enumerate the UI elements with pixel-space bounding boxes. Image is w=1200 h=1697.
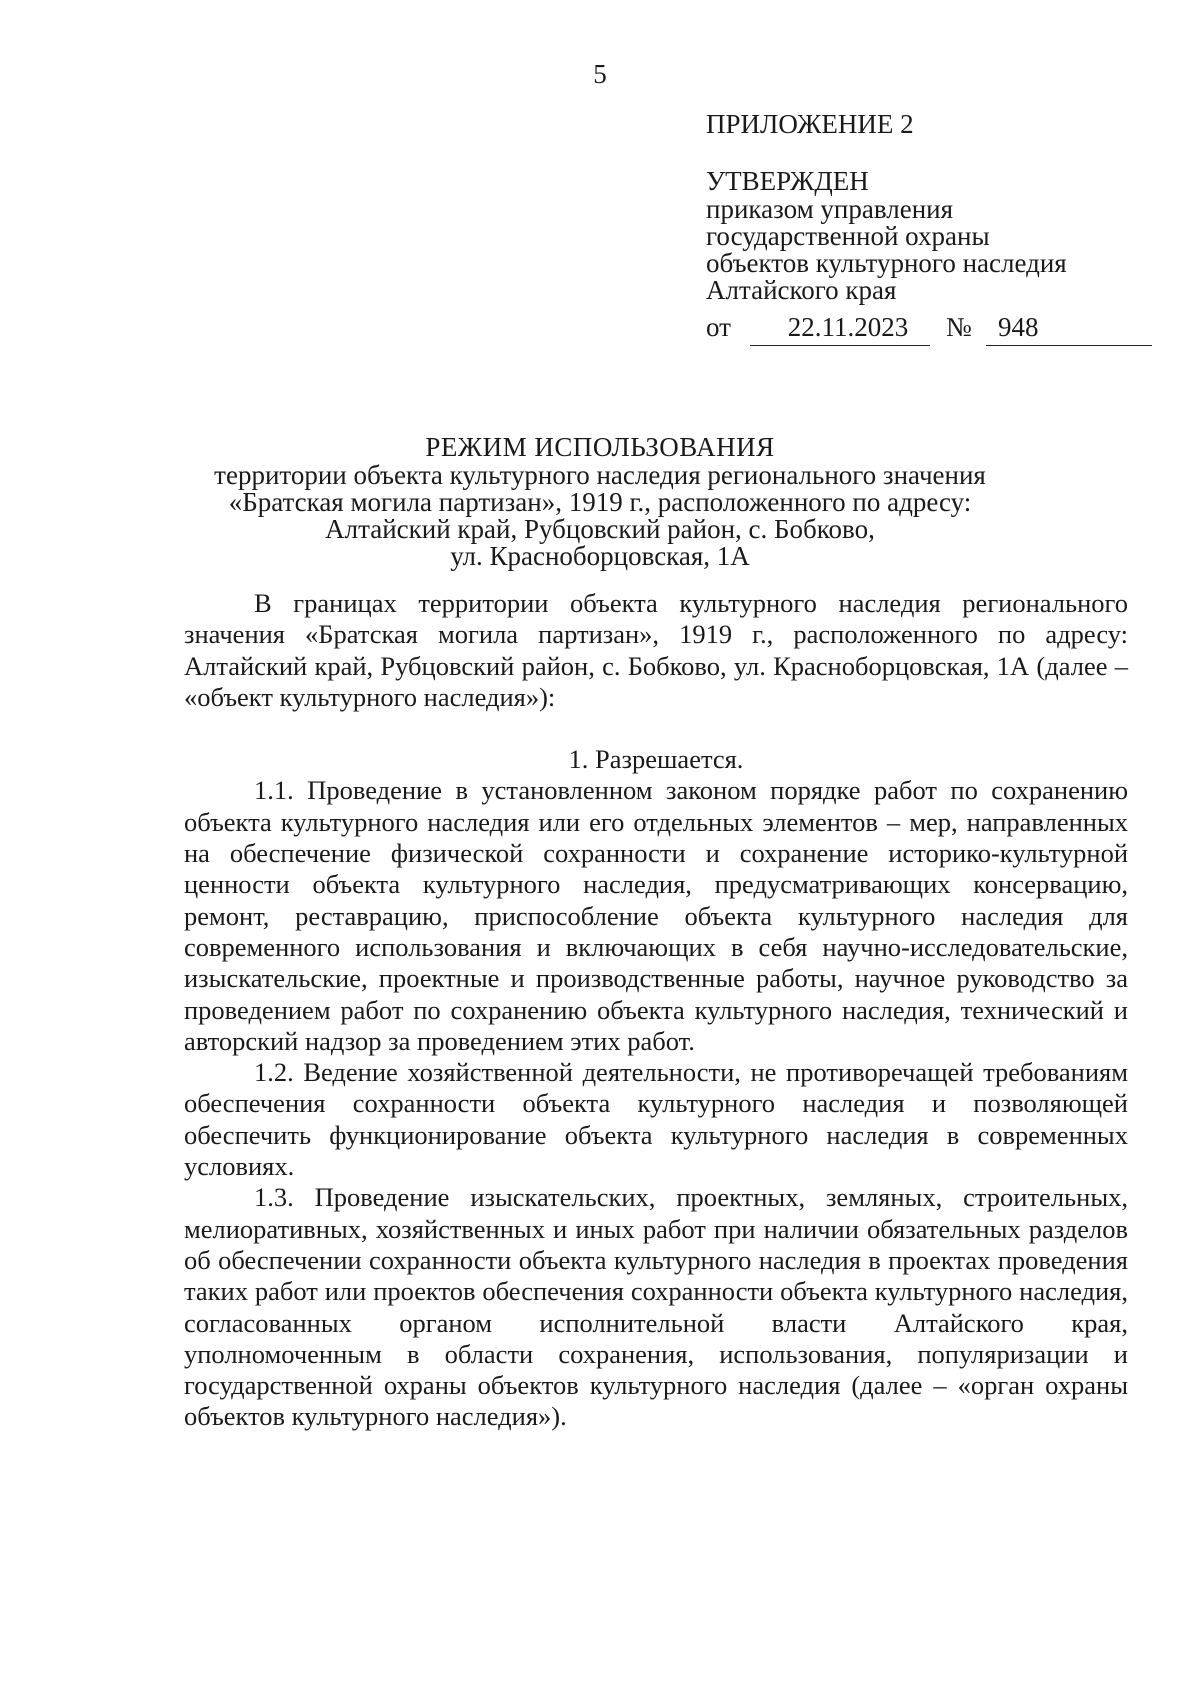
order-number: 948	[998, 312, 1039, 342]
order-from-label: от	[706, 312, 731, 342]
approval-line: Алтайского края	[706, 275, 897, 305]
title-line: Алтайский край, Рубцовский район, с. Бобково,	[325, 514, 875, 544]
clause-paragraph: 1.1. Проведение в установленном законом порядке работ по сохранению объекта культурного наследия или его отдельных элементов – мер, направленных на обеспечение физической сохранности и сохранение историко-культурной ценности объекта культурного наследия, предусматривающих консервацию, ремонт, реставрацию, приспособление объекта культурного наследия для современного использования и включающих в себя научно-исследовательские, изыскательские, проектные и производственные работы, научное руководство за проведением работ по сохранению объекта культурного наследия, технический и авторский надзор за проведением этих работ.	[184, 775, 1128, 1056]
section-heading: 1. Разрешается.	[568, 744, 744, 775]
appendix-label: ПРИЛОЖЕНИЕ 2	[706, 109, 914, 139]
title-main: РЕЖИМ ИСПОЛЬЗОВАНИЯ	[425, 432, 775, 462]
document-body	[184, 588, 1128, 1433]
order-reference	[706, 310, 1146, 356]
title-line: «Братская могила партизан», 1919 г., расположенного по адресу:	[228, 487, 972, 517]
order-number-sign: №	[946, 312, 972, 342]
approved-label: УТВЕРЖДЕН	[706, 166, 869, 196]
approval-line: приказом управления	[706, 194, 954, 224]
document-title	[0, 432, 1200, 570]
approval-block	[706, 108, 1146, 356]
date-underline	[750, 345, 930, 346]
clause-paragraph: 1.2. Ведение хозяйственной деятельности, не противоречащей требованиям обеспечения сохранности объекта культурного наследия и позволяющей обеспечить функционирование объекта культурного наследия в современных условиях.	[184, 1057, 1128, 1182]
title-line: ул. Красноборцовская, 1А	[450, 541, 750, 571]
page-number: 5	[593, 59, 607, 89]
approval-line: объектов культурного наследия	[706, 248, 1067, 278]
number-underline	[986, 345, 1152, 346]
approval-line: государственной охраны	[706, 221, 990, 251]
intro-paragraph: В границах территории объекта культурного наследия регионального значения «Братская могила партизан», 1919 г., расположенного по адресу: Алтайский край, Рубцовский район, с. Бобково, ул. Красноборцовская, 1А (далее – «объект культурного наследия»):	[184, 588, 1128, 712]
clause-paragraph: 1.3. Проведение изыскательских, проектных, земляных, строительных, мелиоративных, хозяйственных и иных работ при наличии обязательных разделов об обеспечении сохранности объекта культурного наследия в проектах проведения таких работ или проектов обеспечения сохранности объекта культурного наследия, согласованных органом исполнительной власти Алтайского края, уполномоченным в области сохранения, использования, популяризации и государственной охраны объектов культурного наследия (далее – «орган охраны объектов культурного наследия»).	[184, 1182, 1128, 1432]
order-date: 22.11.2023	[787, 312, 909, 342]
title-line: территории объекта культурного наследия регионального значения	[214, 460, 986, 490]
